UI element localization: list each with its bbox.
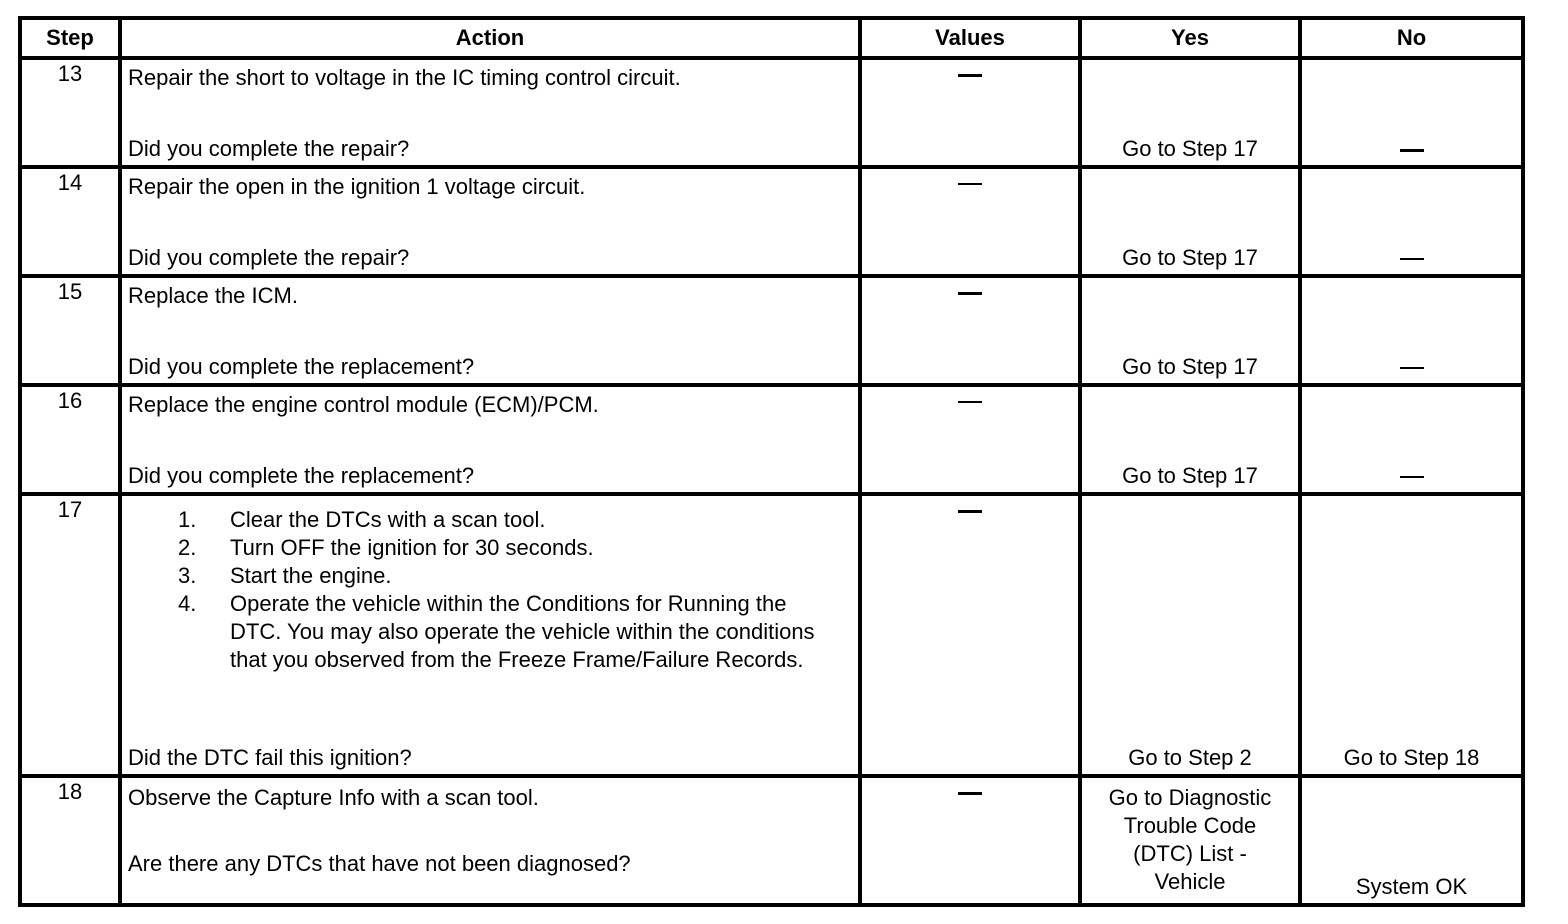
action-question: Did you complete the repair? <box>128 136 410 161</box>
action-cell <box>120 276 860 385</box>
header-no: No <box>1300 18 1523 58</box>
action-question: Did you complete the replacement? <box>128 354 475 379</box>
table-row <box>20 494 1523 776</box>
no-dash <box>1302 353 1521 381</box>
step-number: 15 <box>20 276 120 385</box>
action-cell <box>120 776 860 905</box>
header-row <box>20 18 1523 58</box>
action-question: Did the DTC fail this ignition? <box>128 745 412 770</box>
table-row <box>20 276 1523 385</box>
step-number: 14 <box>20 167 120 276</box>
yes-cell <box>1080 276 1300 385</box>
header-action: Action <box>120 18 860 58</box>
values-dash <box>958 74 982 77</box>
action-question: Are there any DTCs that have not been diagnosed? <box>128 851 631 876</box>
values-dash <box>958 401 982 403</box>
yes-cell <box>1080 776 1300 905</box>
no-dash <box>1302 462 1521 490</box>
no-dash <box>1302 244 1521 272</box>
table-row <box>20 776 1523 905</box>
header-values: Values <box>860 18 1080 58</box>
action-instruction: Repair the open in the ignition 1 voltage circuit. <box>128 174 586 199</box>
action-instruction: Replace the ICM. <box>128 283 298 308</box>
no-status: System OK <box>1355 874 1468 899</box>
no-cell <box>1300 58 1523 167</box>
list-item: 4. Operate the vehicle within the Conditions for Running the DTC. You may also operate the vehicle within the conditions that you observed from the Freeze Frame/Failure Records. <box>178 591 815 672</box>
yes-link[interactable]: Go to Step 2 <box>1128 745 1252 770</box>
values-cell <box>860 167 1080 276</box>
diagnostic-table <box>18 16 1525 907</box>
no-link[interactable]: Go to Step 18 <box>1343 745 1480 770</box>
values-cell <box>860 276 1080 385</box>
table-row <box>20 167 1523 276</box>
action-step-list <box>128 506 858 674</box>
step-number: 18 <box>20 776 120 905</box>
yes-cell <box>1080 385 1300 494</box>
list-item: 3. Start the engine. <box>178 563 392 588</box>
yes-link[interactable]: Go to Diagnostic Trouble Code (DTC) List - Vehicle <box>1108 785 1272 894</box>
list-item: 1. Clear the DTCs with a scan tool. <box>178 507 546 532</box>
action-cell <box>120 385 860 494</box>
yes-link[interactable]: Go to Step 17 <box>1122 354 1258 379</box>
values-cell <box>860 494 1080 776</box>
no-cell <box>1300 276 1523 385</box>
values-dash <box>958 292 982 295</box>
yes-cell <box>1080 58 1300 167</box>
action-question: Did you complete the repair? <box>128 245 410 270</box>
action-instruction: Observe the Capture Info with a scan tool. <box>128 785 539 810</box>
values-cell <box>860 58 1080 167</box>
header-yes: Yes <box>1080 18 1300 58</box>
list-item: 2. Turn OFF the ignition for 30 seconds. <box>178 535 594 560</box>
values-dash <box>958 510 982 513</box>
action-instruction: Repair the short to voltage in the IC timing control circuit. <box>128 65 681 90</box>
action-cell <box>120 167 860 276</box>
action-cell <box>120 58 860 167</box>
yes-link[interactable]: Go to Step 17 <box>1122 245 1258 270</box>
no-cell <box>1300 494 1523 776</box>
header-step: Step <box>20 18 120 58</box>
step-number: 17 <box>20 494 120 776</box>
no-cell <box>1300 167 1523 276</box>
yes-link[interactable]: Go to Step 17 <box>1122 463 1258 488</box>
action-question: Did you complete the replacement? <box>128 463 475 488</box>
step-number: 16 <box>20 385 120 494</box>
values-dash <box>958 792 982 795</box>
no-cell <box>1300 385 1523 494</box>
no-cell <box>1300 776 1523 905</box>
values-cell <box>860 776 1080 905</box>
yes-cell <box>1080 494 1300 776</box>
values-cell <box>860 385 1080 494</box>
values-dash <box>958 183 982 185</box>
table-row <box>20 385 1523 494</box>
action-instruction: Replace the engine control module (ECM)/PCM. <box>128 392 599 417</box>
yes-link[interactable]: Go to Step 17 <box>1122 136 1258 161</box>
no-dash <box>1302 135 1521 163</box>
table-row <box>20 58 1523 167</box>
action-cell <box>120 494 860 776</box>
yes-cell <box>1080 167 1300 276</box>
step-number: 13 <box>20 58 120 167</box>
